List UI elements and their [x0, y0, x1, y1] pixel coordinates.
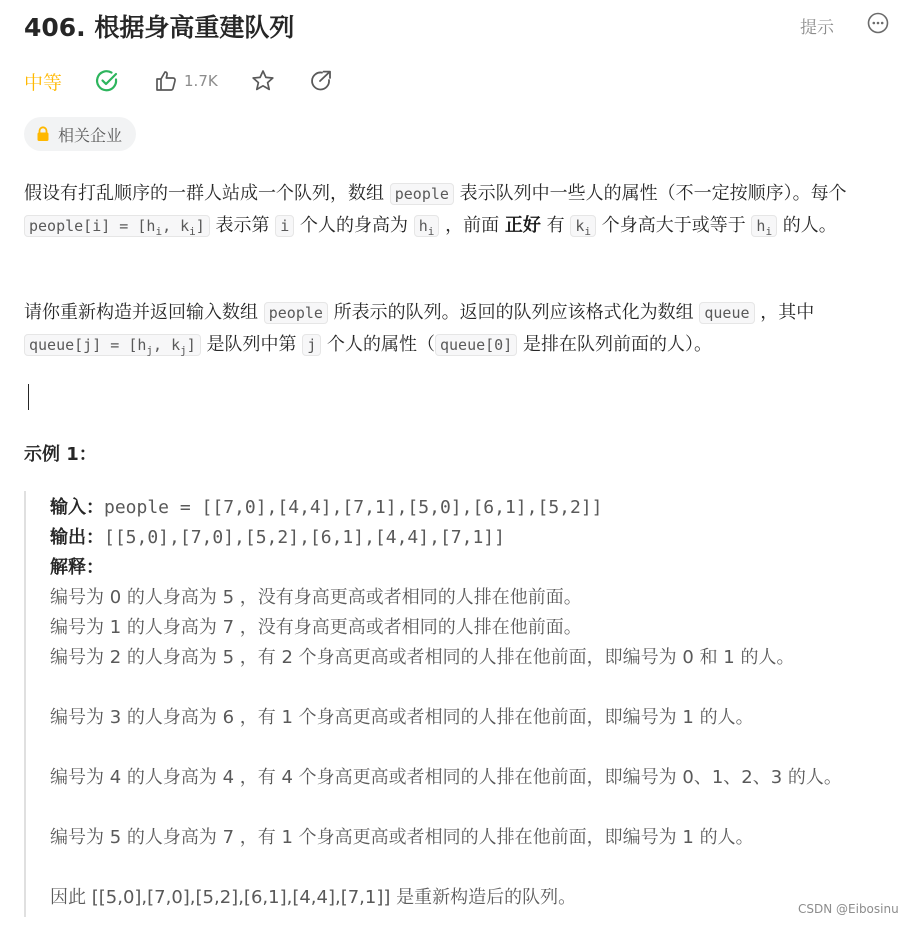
solved-check-icon	[94, 68, 120, 94]
like-button[interactable]	[154, 69, 218, 93]
explanation-line: 编号为 1 的人身高为 7 ，没有身高更高或者相同的人排在他前面。	[50, 617, 582, 638]
description-paragraph-1: 假设有打乱顺序的一群人站成一个队列，数组 people 表示队列中一些人的属性（不一定按顺序）。每个 people[i] = [$h_i$, $k_i$] 表示第 i 个人的身高为 $h_i$ ，前面 正好 有 $k_i$ 个身高大于或等于 $h_i$ 的人。	[24, 183, 847, 238]
input-value: people = [[7,0],[4,4],[7,1],[5,0],[6,1],[5,2]]	[104, 497, 603, 518]
example-output-line	[50, 523, 505, 553]
example-1-block	[24, 491, 894, 917]
explanation-line: 编号为 3 的人身高为 6 ，有 1 个身高更高或者相同的人排在他前面，即编号为 1 的人。	[50, 707, 754, 728]
explanation-line: 编号为 2 的人身高为 5 ，有 2 个身高更高或者相同的人排在他前面，即编号为 0 和 1 的人。	[50, 647, 795, 668]
lock-icon	[36, 126, 50, 142]
related-companies-label: 相关企业	[58, 125, 123, 145]
explanation-line: 编号为 5 的人身高为 7 ，有 1 个身高更高或者相同的人排在他前面，即编号为 1 的人。	[50, 827, 754, 848]
related-companies-tag[interactable]	[24, 117, 136, 151]
share-icon[interactable]	[308, 68, 334, 94]
difficulty-badge: 中等	[24, 71, 63, 94]
description-paragraph-2: 请你重新构造并返回输入数组 people 所表示的队列。返回的队列应该格式化为数组 queue ，其中 queue[j] = [$h_j$, $k_j$] 是队列中第 j 个人的属性（ queue[0] 是排在队列前面的人）。	[24, 302, 815, 357]
problem-meta-row	[24, 66, 334, 96]
example-1-title: 示例 1：	[24, 444, 97, 465]
output-value: [[5,0],[7,0],[5,2],[6,1],[4,4],[7,1]]	[104, 527, 505, 548]
more-options-icon[interactable]	[867, 12, 889, 34]
explanation-label: 解释：	[50, 557, 104, 578]
hint-button[interactable]: 提示	[800, 18, 834, 38]
favorite-star-icon[interactable]	[250, 68, 276, 94]
explanation-line: 编号为 0 的人身高为 5 ，没有身高更高或者相同的人排在他前面。	[50, 587, 582, 608]
explanation-line: 因此 [[5,0],[7,0],[5,2],[6,1],[4,4],[7,1]] 是重新构造后的队列。	[50, 887, 577, 908]
like-count: 1.7K	[184, 72, 218, 90]
problem-title: 406. 根据身高重建队列	[24, 13, 295, 42]
text-cursor	[28, 384, 29, 410]
csdn-watermark: CSDN @Eibosinu	[798, 902, 899, 916]
thumbs-up-icon	[154, 69, 178, 93]
output-label: 输出：	[50, 527, 104, 548]
explanation-label-line	[50, 553, 104, 583]
example-input-line	[50, 493, 603, 523]
explanation-line: 编号为 4 的人身高为 4 ，有 4 个身高更高或者相同的人排在他前面，即编号为 0、1、2、3 的人。	[50, 767, 842, 788]
input-label: 输入：	[50, 497, 104, 518]
